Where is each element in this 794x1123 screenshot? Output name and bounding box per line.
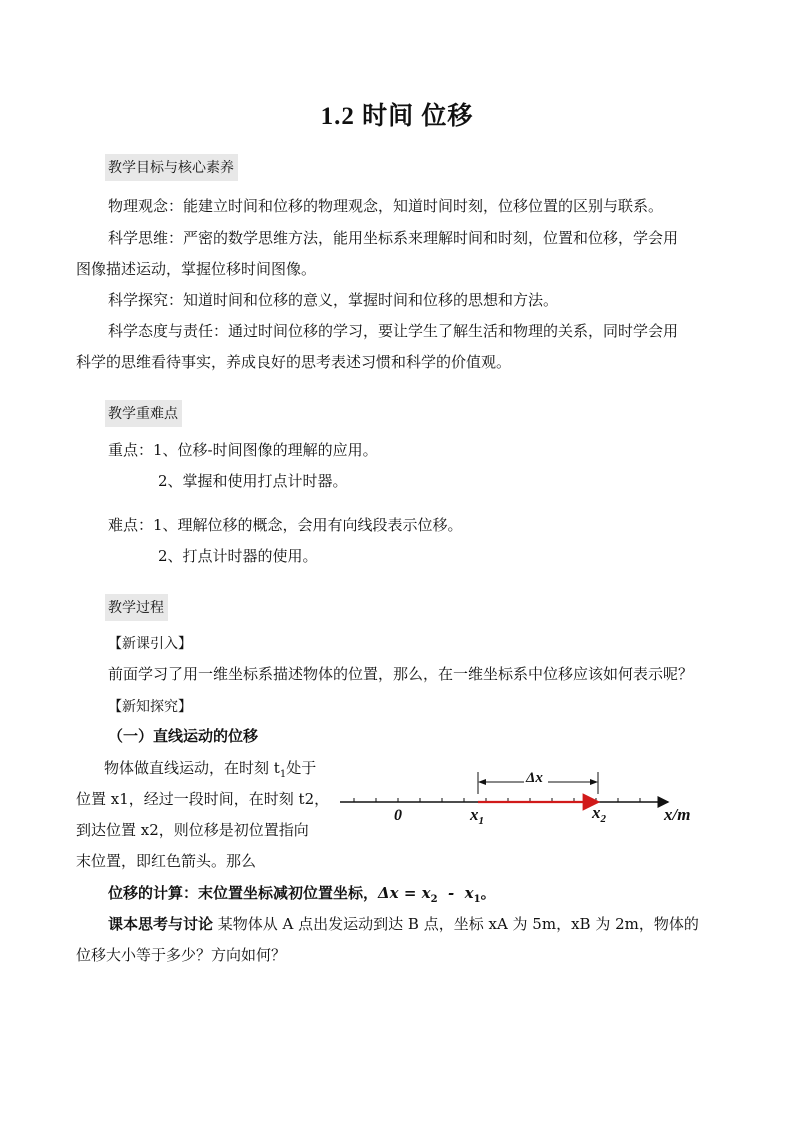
goal-line: 科学思维：严密的数学思维方法，能用坐标系来理解时间和时刻，位置和位移，学会用	[108, 229, 679, 247]
explore-tag: 【新知探究】	[108, 699, 192, 715]
calc-line: 位移的计算：末位置坐标减初位置坐标，$\Delta x = x_2 - x_1$。	[108, 884, 496, 905]
section-header-key-points: 教学重难点	[105, 400, 182, 427]
origin-label: 0	[394, 807, 402, 824]
discussion-line: 课本思考与讨论 某物体从 A 点出发运动到达 B 点，坐标 xA 为 5m，xB 为 2m，物体的	[108, 915, 699, 933]
motion-line: 到达位置 x2，则位移是初位置指向	[76, 821, 309, 839]
axis-label: x/m	[664, 805, 691, 824]
key-point-line: 2、掌握和使用打点计时器。	[158, 472, 348, 490]
x1-label: $x_1$	[470, 805, 484, 827]
discussion-line: 位移大小等于多少？方向如何？	[76, 946, 287, 964]
goal-line: 物理观念：能建立时间和位移的物理观念，知道时间时刻，位移位置的区别与联系。	[108, 197, 664, 215]
x2-label: $x_2$	[592, 803, 606, 825]
goal-line: 科学的思维看待事实，养成良好的思考表述习惯和科学的价值观。	[76, 353, 512, 371]
section-header-process: 教学过程	[105, 594, 168, 621]
key-point-line: 重点：1、位移-时间图像的理解的应用。	[108, 441, 378, 459]
key-point-line: 难点：1、理解位移的概念，会用有向线段表示位移。	[108, 516, 463, 534]
subsection-title: （一）直线运动的位移	[108, 727, 259, 745]
motion-line: 末位置，即红色箭头。那么	[76, 852, 257, 870]
intro-text: 前面学习了用一维坐标系描述物体的位置，那么，在一维坐标系中位移应该如何表示呢？	[108, 665, 694, 683]
goal-line: 图像描述运动，掌握位移时间图像。	[76, 260, 317, 278]
motion-line: 物体做直线运动，在时刻 $t_1$处于	[104, 759, 317, 780]
goal-line: 科学态度与责任：通过时间位移的学习，要让学生了解生活和物理的关系，同时学会用	[108, 322, 679, 340]
intro-tag: 【新课引入】	[108, 636, 192, 652]
delta-x-label: Δx	[526, 770, 543, 786]
section-header-goals: 教学目标与核心素养	[105, 154, 238, 181]
page-title: 1.2 时间 位移	[320, 103, 474, 130]
displacement-diagram	[336, 764, 716, 834]
key-point-line: 2、打点计时器的使用。	[158, 547, 318, 565]
goal-line: 科学探究：知道时间和位移的意义，掌握时间和位移的思想和方法。	[108, 291, 559, 309]
motion-line: 位置 x1，经过一段时间，在时刻 t2，	[76, 790, 330, 808]
